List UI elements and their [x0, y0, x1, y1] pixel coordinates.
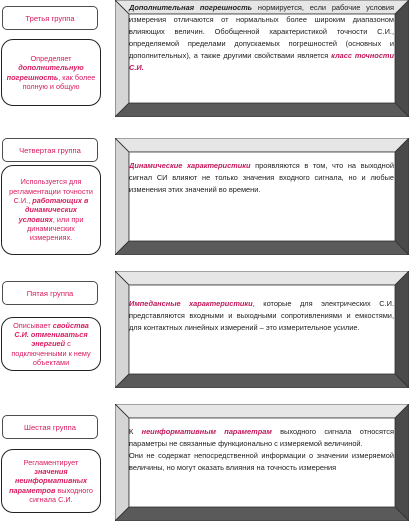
- group-3-description: Определяет дополнительную погрешность, как более полную и общую: [1, 39, 101, 106]
- group-5-label: Пятая группа: [2, 281, 98, 305]
- group-6-frame: [115, 404, 409, 521]
- group-4-description: Используется для регламентации точности С.И., работающих в динамических условиях, или при динамических измерениях.: [1, 165, 101, 255]
- group-6-description: Регламентирует значения неинформативных параметров выходного сигнала С.И.: [1, 449, 101, 513]
- group-4-frame: [115, 138, 409, 255]
- group-4-text: Динамические характеристики проявляются в том, что на выходной сигнал СИ влияют не только значения входного сигнала, но и любые изменения этих значений во времени.: [129, 161, 395, 194]
- group-3-frame: [115, 0, 409, 117]
- group-6-text: К неинформативным параметрам выходного сигнала относятся параметры не связанные функционально с измеряемой величиной. Они не содержат непосредственной информации о значении измеряемой величины, но могут оказать влияния на точность измерения: [129, 427, 394, 472]
- group-3-label: Третья группа: [2, 6, 98, 30]
- group-3-text: Дополнительная погрешность нормируется, если рабочие условия измерения отличаются от нормальных более широким диапазоном влияющих величин. Обобщенной характеристикой точности С.И., определяемой пределами допускаемых погрешностей (основных и дополнительных), а также другими свойствами является класс точности С.И.: [129, 3, 395, 72]
- group-6-label: Шестая группа: [2, 415, 98, 439]
- group-5-frame: [115, 271, 409, 388]
- group-4-label: Четвертая группа: [2, 138, 98, 162]
- group-5-text: Импедансные характеристики, которые для электрических С.И. представляются входными и выходными сопротивлениями и емкостями, для контактных линейных измерений – это измерительное усилие.: [129, 299, 394, 332]
- group-5-description: Описывает свойства С.И. отмениваться энергией с подключенными к нему объектами: [1, 317, 101, 371]
